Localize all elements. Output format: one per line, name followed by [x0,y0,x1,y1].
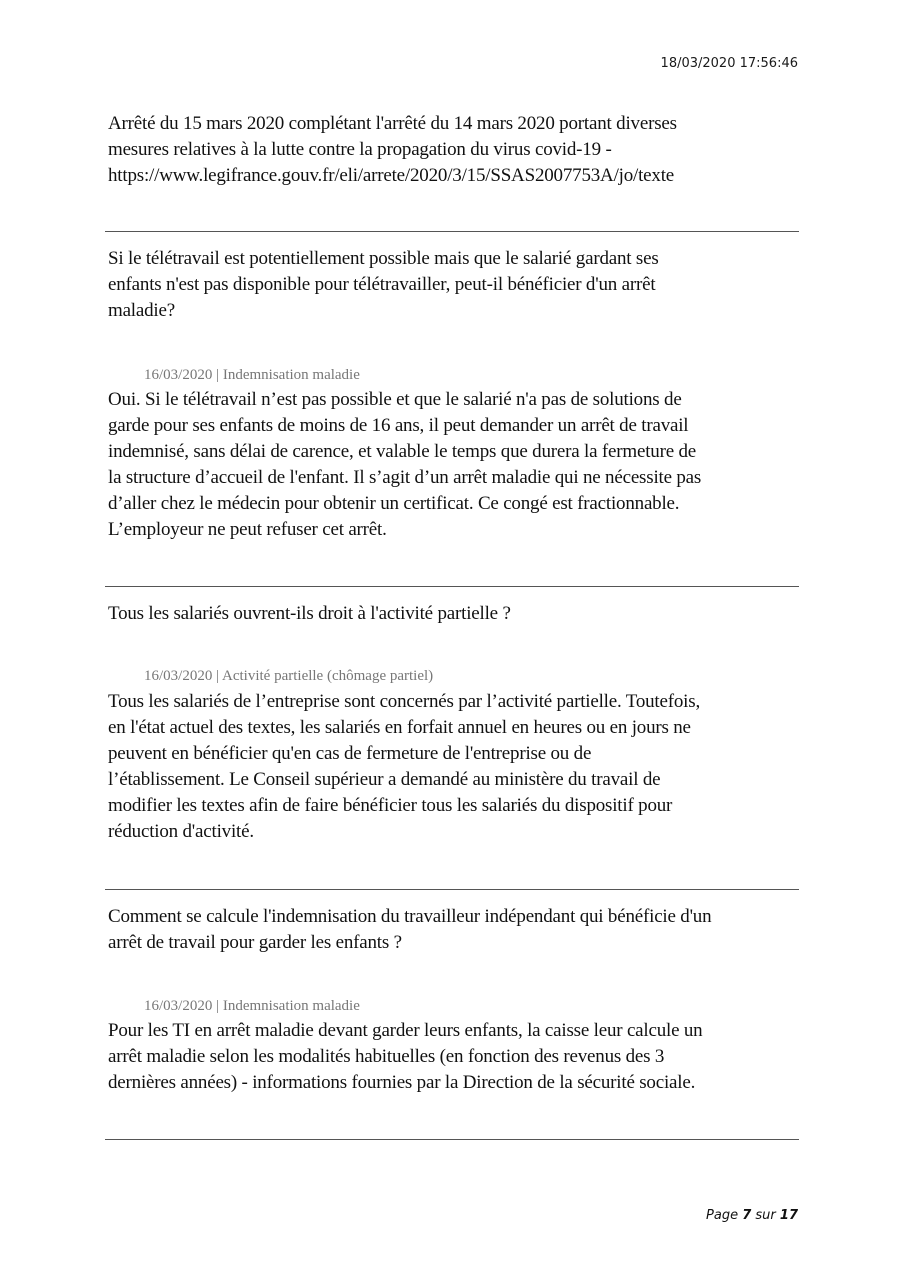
answer-line: L’employeur ne peut refuser cet arrêt. [108,519,387,540]
faq-meta: 16/03/2020 | Indemnisation maladie [144,998,360,1014]
answer-line: arrêt maladie selon les modalités habituelles (en fonction des revenus des 3 [108,1046,665,1067]
faq-question [108,601,808,627]
print-timestamp: 18/03/2020 17:56:46 [660,56,798,71]
question-line: Si le télétravail est potentiellement possible mais que le salarié gardant ses [108,248,659,269]
divider [105,231,799,232]
answer-line: peuvent en bénéficier qu'en cas de fermeture de l'entreprise ou de [108,743,592,764]
divider [105,586,799,587]
answer-line: en l'état actuel des textes, les salariés en forfait annuel en heures ou en jours ne [108,717,691,738]
answer-line: Tous les salariés de l’entreprise sont concernés par l’activité partielle. Toutefois, [108,691,700,712]
intro-line-url[interactable]: https://www.legifrance.gouv.fr/eli/arrete/2020/3/15/SSAS2007753A/jo/texte [108,165,675,186]
answer-line: modifier les textes afin de faire bénéficier tous les salariés du dispositif pour [108,795,673,816]
answer-line: dernières années) - informations fournies par la Direction de la sécurité sociale. [108,1072,696,1093]
faq-question [108,246,808,324]
page-current: 7 [742,1208,752,1223]
question-line: Comment se calcule l'indemnisation du travailleur indépendant qui bénéficie d'un [108,906,712,927]
answer-line: l’établissement. Le Conseil supérieur a demandé au ministère du travail de [108,769,661,790]
page-number [706,1208,798,1223]
faq-meta: 16/03/2020 | Activité partielle (chômage partiel) [144,668,434,684]
question-line: enfants n'est pas disponible pour télétravailler, peut-il bénéficier d'un arrêt [108,274,656,295]
answer-line: la structure d’accueil de l'enfant. Il s’agit d’un arrêt maladie qui ne nécessite pas [108,467,702,488]
divider [105,889,799,890]
faq-answer [108,1018,808,1096]
answer-line: Pour les TI en arrêt maladie devant garder leurs enfants, la caisse leur calcule un [108,1020,703,1041]
question-line: arrêt de travail pour garder les enfants ? [108,932,402,953]
page-total: 17 [779,1208,798,1223]
faq-meta: 16/03/2020 | Indemnisation maladie [144,367,360,383]
answer-line: d’aller chez le médecin pour obtenir un certificat. Ce congé est fractionnable. [108,493,680,514]
intro-line: Arrêté du 15 mars 2020 complétant l'arrêté du 14 mars 2020 portant diverses [108,113,677,134]
faq-answer [108,689,808,845]
question-line: Tous les salariés ouvrent-ils droit à l'activité partielle ? [108,603,511,624]
answer-line: indemnisé, sans délai de carence, et valable le temps que durera la fermeture de [108,441,697,462]
page-prefix: Page [706,1208,743,1223]
answer-line: réduction d'activité. [108,821,254,842]
intro-reference [108,111,808,189]
divider [105,1139,799,1140]
answer-line: garde pour ses enfants de moins de 16 ans, il peut demander un arrêt de travail [108,415,689,436]
page-separator: sur [751,1208,780,1223]
faq-answer [108,387,808,543]
question-line: maladie? [108,300,175,321]
faq-question [108,904,808,956]
answer-line: Oui. Si le télétravail n’est pas possible et que le salarié n'a pas de solutions de [108,389,682,410]
intro-line: mesures relatives à la lutte contre la propagation du virus covid-19 - [108,139,612,160]
